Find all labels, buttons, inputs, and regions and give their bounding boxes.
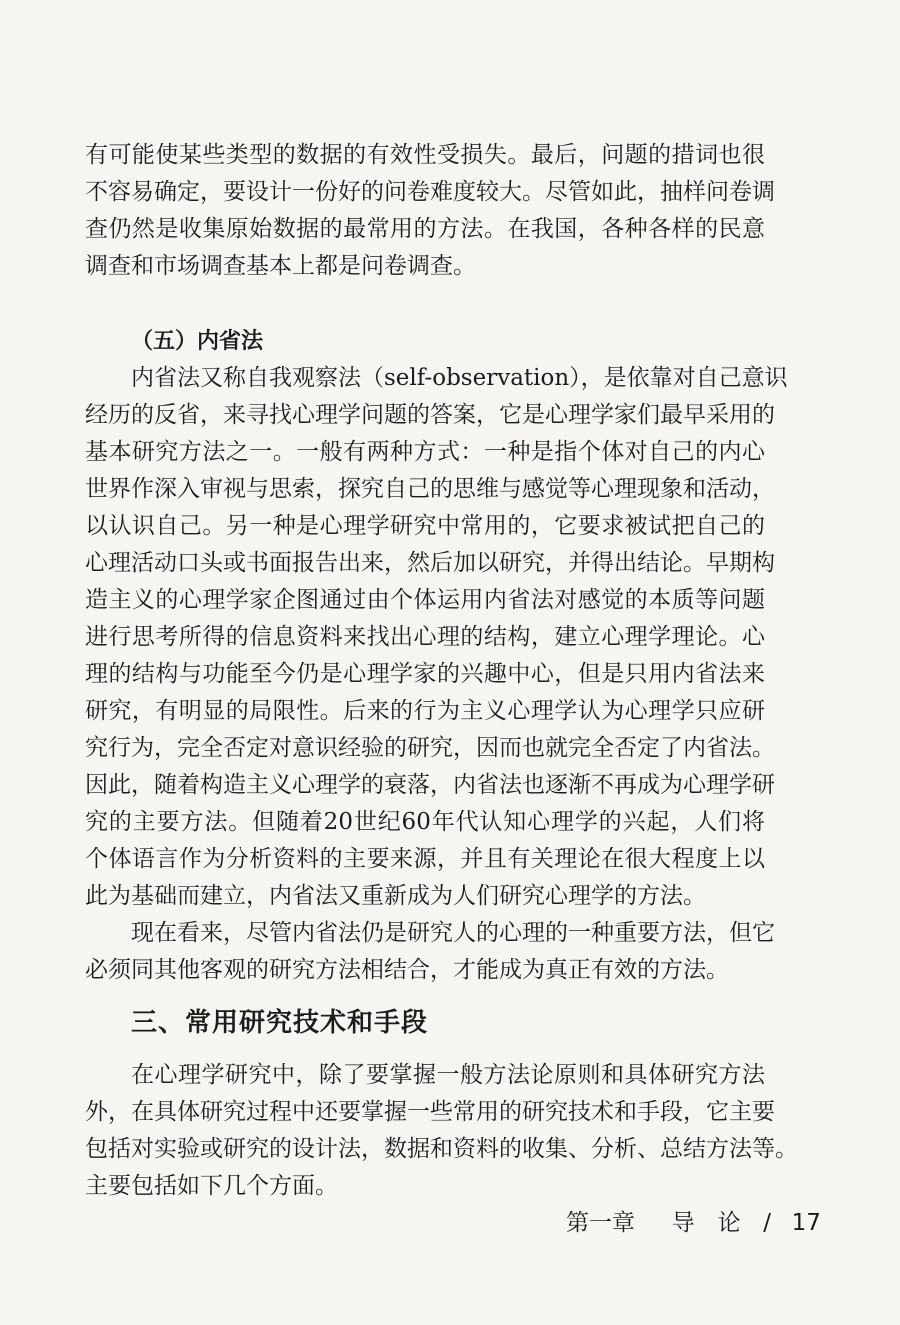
text-line: 以认识自己。另一种是心理学研究中常用的，它要求被试把自己的 xyxy=(85,513,765,539)
text-line: 理的结构与功能至今仍是心理学家的兴趣中心，但是只用内省法来 xyxy=(85,661,765,687)
text-line: 进行思考所得的信息资料来找出心理的结构，建立心理学理论。心 xyxy=(85,624,765,650)
subsection-heading: （五）内省法 xyxy=(131,329,264,354)
text-line: 因此，随着构造主义心理学的衰落，内省法也逐渐不再成为心理学研 xyxy=(85,772,775,798)
text-line: 主要包括如下几个方面。 xyxy=(85,1173,338,1199)
page-number: 17 xyxy=(791,1210,821,1236)
text-line: 在心理学研究中，除了要掌握一般方法论原则和具体研究方法 xyxy=(131,1062,765,1088)
text-line: 究行为，完全否定对意识经验的研究，因而也就完全否定了内省法。 xyxy=(85,735,775,761)
text-line: 个体语言作为分析资料的主要来源，并且有关理论在很大程度上以 xyxy=(85,846,765,872)
text-line: 外，在具体研究过程中还要掌握一些常用的研究技术和手段，它主要 xyxy=(85,1099,775,1125)
page-footer xyxy=(566,1208,821,1238)
text-line: 造主义的心理学家企图通过由个体运用内省法对感觉的本质等问题 xyxy=(85,587,765,613)
footer-chapter: 第一章 xyxy=(566,1210,635,1236)
text-line: 内省法又称自我观察法（self-observation），是依靠对自己意识 xyxy=(131,365,788,391)
text-line: 调查和市场调查基本上都是问卷调查。 xyxy=(85,253,476,279)
text-line: 世界作深入审视与思索，探究自己的思维与感觉等心理现象和活动， xyxy=(85,476,775,502)
text-line: 此为基础而建立，内省法又重新成为人们研究心理学的方法。 xyxy=(85,883,706,909)
text-line: 有可能使某些类型的数据的有效性受损失。最后，问题的措词也很 xyxy=(85,142,765,168)
section-heading: 三、常用研究技术和手段 xyxy=(131,1008,429,1038)
text-line: 心理活动口头或书面报告出来，然后加以研究，并得出结论。早期构 xyxy=(85,550,775,576)
text-line: 必须同其他客观的研究方法相结合，才能成为真正有效的方法。 xyxy=(85,957,729,983)
text-line: 基本研究方法之一。一般有两种方式：一种是指个体对自己的内心 xyxy=(85,439,765,465)
footer-separator: / xyxy=(763,1210,771,1236)
text-line: 查仍然是收集原始数据的最常用的方法。在我国，各种各样的民意 xyxy=(85,216,765,242)
text-line: 现在看来，尽管内省法仍是研究人的心理的一种重要方法，但它 xyxy=(131,920,775,946)
text-line: 经历的反省，来寻找心理学问题的答案，它是心理学家们最早采用的 xyxy=(85,402,775,428)
text-line: 包括对实验或研究的设计法，数据和资料的收集、分析、总结方法等。 xyxy=(85,1136,798,1162)
text-line: 不容易确定，要设计一份好的问卷难度较大。尽管如此，抽样问卷调 xyxy=(85,179,775,205)
text-line: 究的主要方法。但随着20世纪60年代认知心理学的兴起，人们将 xyxy=(85,809,765,835)
text-line: 研究，有明显的局限性。后来的行为主义心理学认为心理学只应研 xyxy=(85,698,765,724)
footer-title: 导 论 xyxy=(671,1210,741,1236)
